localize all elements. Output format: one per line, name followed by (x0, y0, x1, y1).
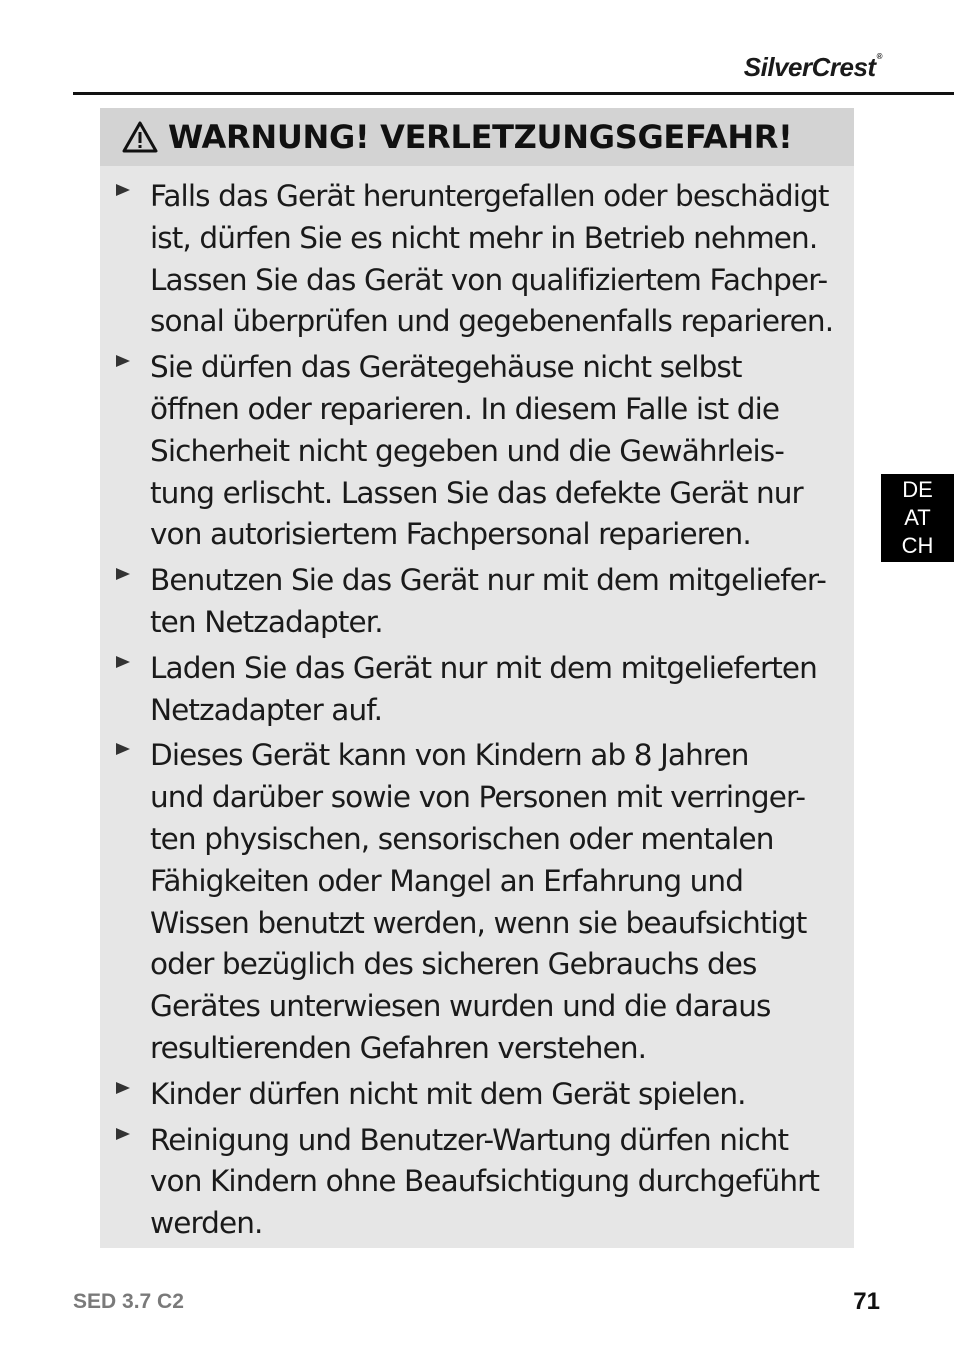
list-item-line: ten physischen, sensorischen oder mentalen (150, 821, 774, 856)
registered-mark: ® (876, 52, 882, 61)
list-item (100, 560, 854, 644)
model-number: SED 3.7 C2 (73, 1290, 184, 1313)
warning-header (100, 108, 854, 166)
warning-list (100, 166, 854, 1245)
list-item-line: Laden Sie das Gerät nur mit dem mitgelieferten (150, 650, 817, 685)
language-tab (881, 474, 954, 562)
bullet-arrow-icon (116, 1082, 130, 1094)
list-item-line: Reinigung und Benutzer-Wartung dürfen nicht (150, 1122, 789, 1157)
list-item-line: Sie dürfen das Gerätegehäuse nicht selbst (150, 350, 742, 385)
list-item-line: Sicherheit nicht gegeben und die Gewährleis- (150, 433, 784, 468)
list-item-line: Fähigkeiten oder Mangel an Erfahrung und (150, 863, 744, 898)
list-item-line: Falls das Gerät heruntergefallen oder beschädigt (150, 179, 829, 213)
list-item-line: werden. (150, 1206, 263, 1241)
list-item-line: von autorisiertem Fachpersonal reparieren. (150, 517, 751, 552)
page-number: 71 (853, 1288, 880, 1315)
list-item-line: oder bezüglich des sicheren Gebrauchs des (150, 947, 757, 982)
warning-box (100, 108, 854, 1248)
list-item (100, 735, 854, 1069)
bullet-arrow-icon (116, 743, 130, 755)
list-item-line: Gerätes unterwiesen wurden und die daraus (150, 989, 771, 1024)
header-divider (73, 92, 954, 95)
warning-title: WARNUNG! VERLETZUNGSGEFAHR! (168, 118, 793, 156)
list-item (100, 347, 854, 556)
list-item-line: resultierenden Gefahren verstehen. (150, 1030, 647, 1065)
brand-logo (744, 52, 882, 83)
list-item (100, 1074, 854, 1116)
list-item-line: von Kindern ohne Beaufsichtigung durchgeführt (150, 1164, 820, 1199)
list-item-line: öffnen oder reparieren. In diesem Falle ist die (150, 391, 780, 426)
language-ch: CH (901, 533, 934, 558)
warning-triangle-icon (122, 121, 158, 153)
language-at: AT (904, 505, 931, 530)
language-de: DE (902, 477, 933, 502)
bullet-arrow-icon (116, 656, 130, 668)
bullet-arrow-icon (116, 1128, 130, 1140)
list-item (100, 176, 854, 343)
list-item-line: Lassen Sie das Gerät von qualifiziertem Fachper- (150, 262, 828, 297)
bullet-arrow-icon (116, 184, 130, 196)
list-item (100, 1120, 854, 1245)
list-item-line: ist, dürfen Sie es nicht mehr in Betrieb nehmen. (150, 220, 818, 255)
list-item-line: Benutzen Sie das Gerät nur mit dem mitgeliefer- (150, 563, 827, 598)
list-item-line: und darüber sowie von Personen mit verringer- (150, 780, 806, 815)
list-item-line: sonal überprüfen und gegebenenfalls reparieren. (150, 304, 834, 339)
bullet-arrow-icon (116, 568, 130, 580)
list-item-line: Dieses Gerät kann von Kindern ab 8 Jahren (150, 738, 749, 773)
list-item-line: tung erlischt. Lassen Sie das defekte Gerät nur (150, 475, 803, 510)
bullet-arrow-icon (116, 355, 130, 367)
list-item-line: ten Netzadapter. (150, 604, 383, 639)
list-item-line: Kinder dürfen nicht mit dem Gerät spielen. (150, 1076, 746, 1111)
brand-name: SilverCrest (743, 52, 876, 82)
list-item (100, 648, 854, 732)
list-item-line: Wissen benutzt werden, wenn sie beaufsichtigt (150, 905, 807, 940)
list-item-line: Netzadapter auf. (150, 692, 383, 727)
